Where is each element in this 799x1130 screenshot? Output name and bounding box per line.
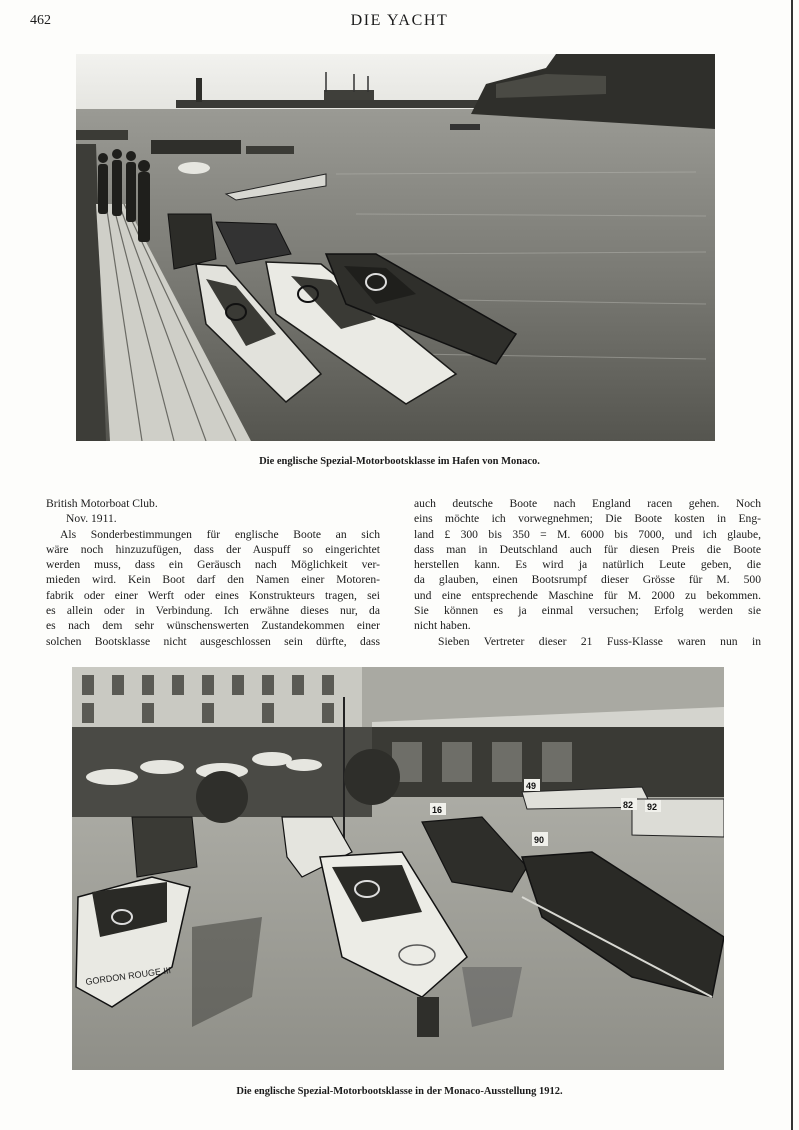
text-line: wäre noch hinzuzufügen, dass der Auspuff so eingerichtet — [46, 542, 380, 556]
photo-monaco-exhibition — [72, 667, 724, 1070]
photo-caption-2: Die englische Spezial-Motorbootsklasse in der Monaco-Ausstellung 1912. — [236, 1086, 563, 1097]
text-line: werden muss, dass ein Geräusch nach Möglichkeit ver- — [46, 558, 380, 572]
page-edge-rule — [791, 0, 793, 1130]
text-line: Nov. 1911. — [66, 512, 117, 526]
photo-caption-1: Die englische Spezial-Motorbootsklasse im Hafen von Monaco. — [259, 456, 540, 467]
text-line: mieden wird. Kein Boot darf den Namen einer Motoren- — [46, 573, 380, 587]
text-line: es allein oder in Verbindung. Ich erwähne dieses nur, da — [46, 604, 380, 618]
text-line: es nach dem sehr wünschenswerten Zustandekommen einer — [46, 619, 380, 633]
text-line: und eine entsprechende Maschine für M. 2000 zu bekommen. — [414, 588, 761, 602]
boat-number-label: 82 — [623, 800, 634, 810]
text-line: nicht haben. — [414, 619, 471, 633]
text-line: da glauben, einen Bootsrumpf dieser Grösse für M. 500 — [414, 573, 761, 587]
boat-number-label: 49 — [526, 781, 537, 791]
boat-number-label: 92 — [647, 802, 658, 812]
text-line: Sie können es ja einmal versuchen; Erfolg werden sie — [414, 604, 761, 618]
text-line: solchen Bootsklasse nicht ausgeschlossen sein dürfte, dass — [46, 634, 380, 648]
boat-number-label: 16 — [432, 805, 443, 815]
photo-monaco-harbour — [76, 54, 715, 441]
text-line: herstellen kann. Es wird ja natürlich Leute geben, die — [414, 558, 761, 572]
boat-name-label: GORDON ROUGE III — [84, 965, 172, 987]
running-head: DIE YACHT — [350, 12, 449, 29]
text-line: eins möchte ich vorwegnehmen; Die Boote kosten in Eng- — [414, 512, 761, 526]
text-line: British Motorboat Club. — [46, 497, 158, 510]
text-line: Sieben Vertreter dieser 21 Fuss-Klasse waren nun in — [438, 634, 761, 648]
text-line: auch deutsche Boote nach England racen gehen. Noch — [414, 497, 761, 510]
text-line: land £ 300 bis 350 = M. 6000 bis 7000, und ich glaube, — [414, 527, 761, 541]
text-line: fabrik oder einer Werft oder eines Konstrukteurs tragen, sei — [46, 588, 380, 602]
boat-number-label: 90 — [534, 835, 545, 845]
text-column-left — [46, 496, 380, 649]
page-number: 462 — [30, 13, 51, 28]
text-column-right — [414, 496, 761, 649]
text-line: Als Sonderbestimmungen für englische Boote an sich — [60, 527, 380, 541]
text-line: dass man in Deutschland auch für diesen Preis die Boote — [414, 542, 761, 556]
